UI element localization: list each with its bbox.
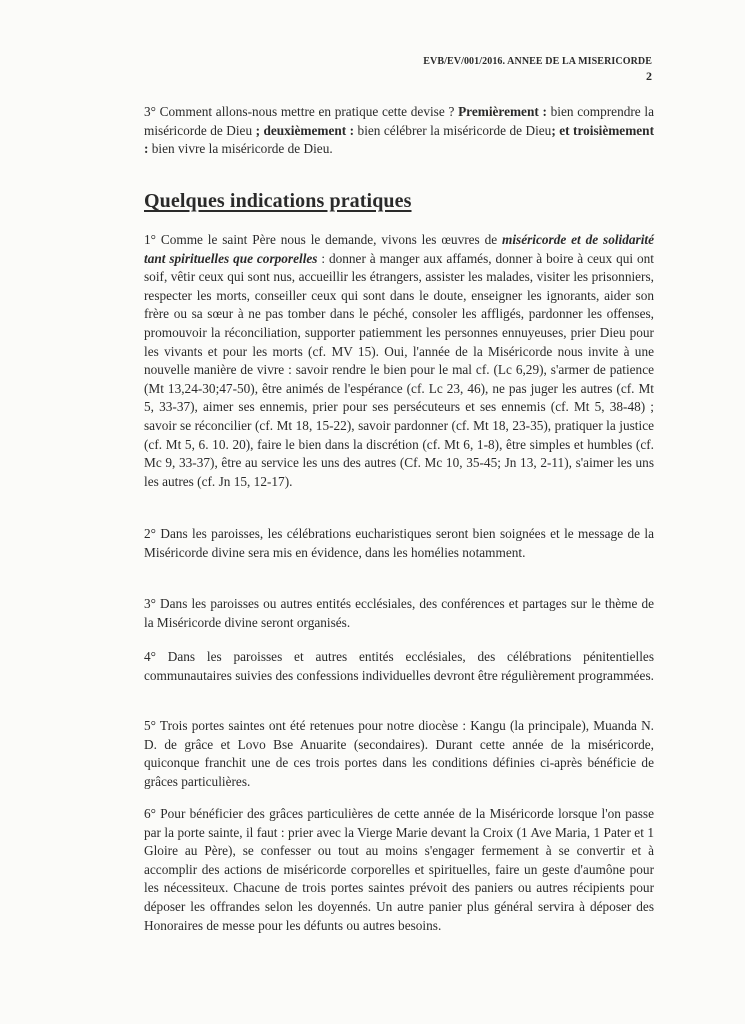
item-1-emphasis: miséricorde et de solidarité tant spirituelles que corporelles xyxy=(144,232,654,266)
item-3-paragraph: 3° Dans les paroisses ou autres entités ecclésiales, des conférences et partages sur le thème de la Miséricorde divine seront organisés. xyxy=(144,596,654,630)
intro-text-3: bien célébrer la miséricorde de Dieu xyxy=(354,122,552,138)
item-1-text-2: : donner à manger aux affamés, donner à boire à ceux qui ont soif, vêtir ceux qui sont nus, accueillir les étrangers, assister les malades, visiter les prisonniers, respecter les morts, conseiller ceux qui sont dans le doute, enseigner les ignorants, aider son frère ou sa sœur à ne pas tomber dans le péché, consoler les affligés, pardonner les offenses, promouvoir la réconciliation, supporter patiemment les personnes ennuyeuses, prier Dieu pour les vivants et pour les morts (cf. MV 15). Oui, l'année de la Miséricorde nous invite à une nouvelle manière de vivre : savoir rendre le bien pour le mal cf. (Lc 6,29), s'armer de patience (Mt 13,24-30;47-50), être animés de l'espérance (cf. Lc 23, 46), ne pas juger les autres (cf. Mt 5, 33-37), aimer ses ennemis, prier pour ses persécuteurs et ses ennemis (cf. Mt 5, 38-48) ; savoir se réconcilier (cf. Mt 18, 15-22), savoir pardonner (cf. Mt 18, 23-35), pratiquer la justice (cf. Mt 5, 6. 10. 20), faire le bien dans la discrétion (cf. Mt 6, 1-8), être simples et humbles (cf. Mc 9, 33-37), être au service les uns des autres (Cf. Mc 10, 35-45; Jn 13, 2-11), s'aimer les uns les autres (cf. Jn 15, 12-17). xyxy=(144,250,654,489)
intro-paragraph xyxy=(144,103,654,159)
item-4-paragraph: 4° Dans les paroisses et autres entités ecclésiales, des célébrations pénitentielles communautaires suivies des confessions individuelles devront être régulièrement programmées. xyxy=(144,649,654,683)
document-reference: EVB/EV/001/2016. ANNEE DE LA MISERICORDE xyxy=(423,56,652,67)
intro-bold-3: ; et troisièmement : xyxy=(144,122,654,157)
intro-bold-2: ; deuxièmement : xyxy=(255,122,355,138)
intro-text-4: bien vivre la miséricorde de Dieu. xyxy=(148,141,333,157)
item-2-paragraph: 2° Dans les paroisses, les célébrations eucharistiques seront bien soignées et le message de la Miséricorde divine sera mis en évidence, dans les homélies notamment. xyxy=(144,526,654,560)
intro-bold-1: Premièrement : xyxy=(458,104,547,119)
section-title: Quelques indications pratiques xyxy=(144,190,412,212)
item-1-paragraph xyxy=(144,231,654,491)
page-number: 2 xyxy=(646,69,652,83)
item-5-paragraph: 5° Trois portes saintes ont été retenues pour notre diocèse : Kangu (la principale), Muanda N. D. de grâce et Lovo Bse Anuarite (secondaires). Durant cette année de la miséricorde, quiconque franchit une de ces trois portes dans les conditions définies ci-après bénéficie de grâces particulières. xyxy=(144,718,654,789)
intro-text-2: bien comprendre la miséricorde de Dieu xyxy=(144,104,655,138)
item-6-paragraph: 6° Pour bénéficier des grâces particulières de cette année de la Miséricorde lorsque l'on passe par la porte sainte, il faut : prier avec la Vierge Marie devant la Croix (1 Ave Maria, 1 Pater et 1 Gloire au Père), se confesser ou tout au moins s'engager fermement à se convertir et à accomplir des actions de miséricorde corporelles et spirituelles, faire un geste d'aumône pour les nécessiteux. Chacune de trois portes saintes prévoit des paniers ou autres récipients pour déposer les offrandes selon les doyennés. Un autre panier plus général servira à déposer des Honoraires de messe pour les défunts ou autres besoins. xyxy=(144,806,654,933)
item-1-text-1: 1° Comme le saint Père nous le demande, vivons les œuvres de xyxy=(144,232,503,247)
intro-text-1: 3° Comment allons-nous mettre en pratique cette devise ? xyxy=(144,104,459,119)
